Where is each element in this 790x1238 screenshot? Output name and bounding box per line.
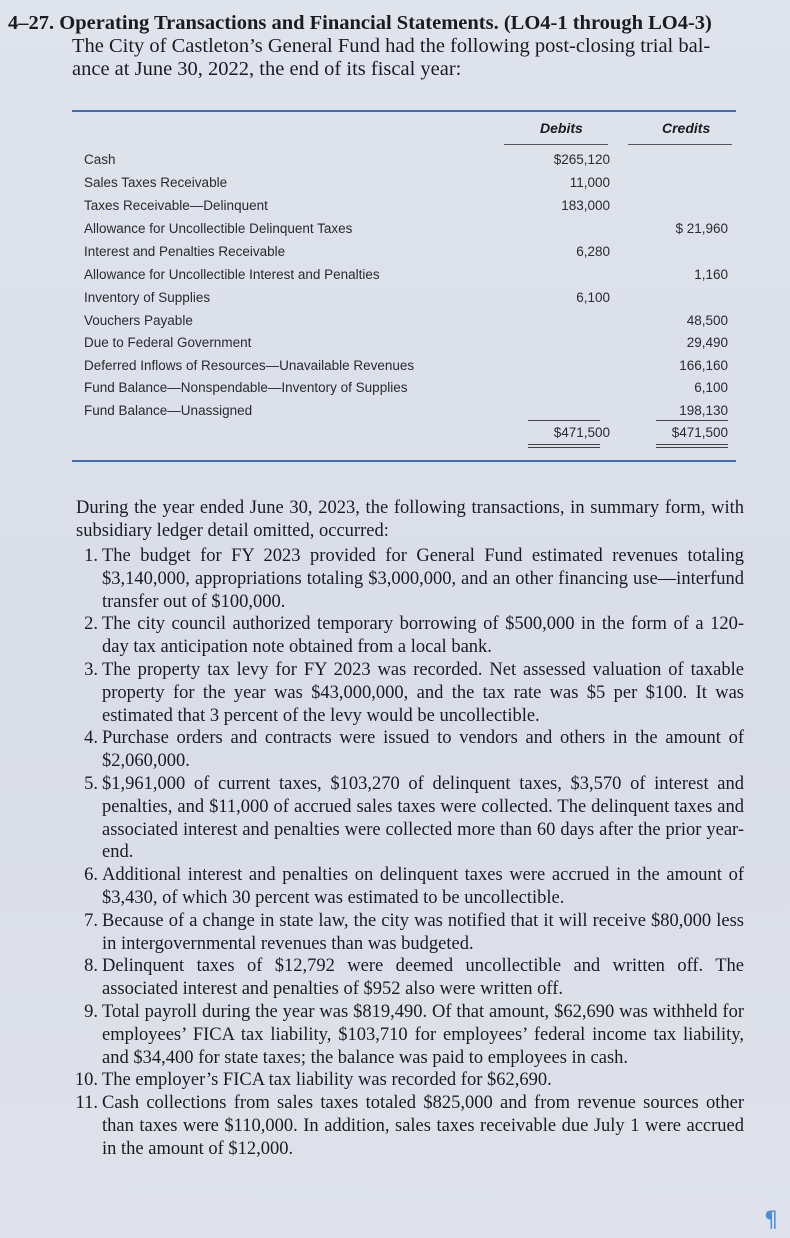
credits-header: Credits — [662, 120, 711, 136]
table-bottom-rule — [72, 460, 736, 462]
item-number: 3. — [84, 659, 98, 680]
account-name: Taxes Receivable—Delinquent — [84, 198, 268, 213]
account-name: Due to Federal Government — [84, 335, 252, 350]
table-row — [84, 218, 734, 240]
table-row — [84, 149, 734, 171]
list-item — [70, 864, 744, 910]
table-row — [84, 195, 734, 217]
account-name: Fund Balance—Nonspendable—Inventory of Supplies — [84, 380, 408, 395]
item-number: 5. — [84, 773, 98, 794]
debit-amount: 6,100 — [576, 290, 610, 305]
debit-amount: 6,280 — [576, 244, 610, 259]
table-row — [84, 332, 734, 354]
debit-amount: 11,000 — [569, 175, 610, 190]
problem-number: 4–27. — [8, 12, 55, 34]
table-row — [84, 172, 734, 194]
item-number: 7. — [84, 910, 98, 931]
account-name: Sales Taxes Receivable — [84, 175, 228, 190]
totals-row — [84, 422, 734, 444]
table-row — [84, 377, 734, 399]
transaction-list — [70, 545, 744, 1161]
problem-heading — [8, 12, 748, 81]
list-item — [70, 659, 744, 727]
credit-amount: 166,160 — [679, 358, 728, 373]
problem-intro-line-2: ance at June 30, 2022, the end of its fiscal year: — [72, 58, 462, 80]
item-number: 11. — [75, 1093, 98, 1114]
list-item — [70, 1069, 744, 1092]
item-number: 2. — [84, 614, 98, 635]
item-text: The employer’s FICA tax liability was recorded for $62,690. — [102, 1070, 552, 1091]
debit-amount: 183,000 — [561, 198, 610, 213]
credit-amount: 6,100 — [694, 380, 728, 395]
problem-title: Operating Transactions and Financial Statements. (LO4-1 through LO4-3) — [59, 12, 712, 34]
list-item — [70, 910, 744, 956]
table-row — [84, 310, 734, 332]
pilcrow-icon: ¶ — [764, 1208, 778, 1233]
credit-amount: 29,490 — [686, 335, 728, 350]
trial-balance-table — [72, 110, 736, 464]
account-name: Inventory of Supplies — [84, 290, 211, 305]
account-name: Allowance for Uncollectible Interest and Penalties — [84, 267, 380, 282]
item-number: 6. — [84, 865, 98, 886]
item-text: Because of a change in state law, the city was notified that it will receive $80,000 less in intergovernmental revenues than was budgeted. — [102, 910, 744, 954]
debits-header: Debits — [540, 120, 583, 136]
account-name: Vouchers Payable — [84, 313, 193, 328]
total-credits: $471,500 — [671, 425, 728, 440]
item-text: Purchase orders and contracts were issued to vendors and others in the amount of $2,060,000. — [102, 728, 744, 772]
debit-amount: $265,120 — [553, 152, 610, 167]
item-text: Additional interest and penalties on delinquent taxes were accrued in the amount of $3,430, of which 30 percent was estimated to be uncollectible. — [102, 865, 744, 908]
problem-intro-line-1: The City of Castleton’s General Fund had the following post-closing trial bal- — [72, 35, 711, 57]
list-item — [70, 1001, 744, 1069]
item-number: 9. — [84, 1001, 98, 1022]
list-item — [70, 613, 744, 659]
item-text: $1,961,000 of current taxes, $103,270 of delinquent taxes, $3,570 of interest and penalties, and $11,000 of accrued sales taxes were collected. The delinquent taxes and associated interest and penalties were collected more than 60 days after the prior year-end. — [102, 773, 744, 863]
account-name: Allowance for Uncollectible Delinquent Taxes — [84, 221, 353, 236]
total-debits: $471,500 — [553, 425, 610, 440]
table-row — [84, 264, 734, 286]
list-item — [70, 545, 744, 613]
table-row — [84, 287, 734, 309]
list-item — [70, 955, 744, 1001]
item-number: 1. — [84, 546, 98, 566]
item-text: The budget for FY 2023 provided for General Fund estimated revenues totaling $3,140,000, appropriations totaling $3,000,000, and an other financing use—interfund transfer out of $100,000. — [102, 546, 744, 612]
list-item — [70, 1092, 744, 1160]
table-row — [84, 241, 734, 263]
credit-subtotal-rule — [656, 420, 728, 421]
item-text: The city council authorized temporary borrowing of $500,000 in the form of a 120-day tax anticipation note obtained from a local bank. — [102, 614, 744, 658]
transactions-intro: During the year ended June 30, 2023, the following transactions, in summary form, with subsidiary ledger detail omitted, occurred: — [76, 498, 744, 541]
account-name: Interest and Penalties Receivable — [84, 244, 286, 259]
account-name: Fund Balance—Unassigned — [84, 403, 253, 418]
item-text: Cash collections from sales taxes totaled $825,000 and from revenue sources other than taxes were $110,000. In addition, sales taxes receivable due July 1 were accrued in the amount of $12,000. — [102, 1093, 744, 1159]
debits-header-rule — [504, 144, 608, 145]
credits-header-rule — [628, 144, 732, 145]
table-row — [84, 355, 734, 377]
item-number: 10. — [74, 1070, 98, 1091]
item-number: 4. — [84, 728, 98, 749]
debit-subtotal-rule — [528, 420, 600, 421]
credit-amount: 1,160 — [694, 267, 728, 282]
table-top-rule — [72, 110, 736, 112]
credit-amount: $ 21,960 — [675, 221, 728, 236]
credit-amount: 198,130 — [679, 403, 728, 418]
credit-total-double-rule — [656, 444, 728, 448]
table-row — [84, 400, 734, 422]
credit-amount: 48,500 — [686, 313, 728, 328]
item-text: Delinquent taxes of $12,792 were deemed uncollectible and written off. The associated interest and penalties of $952 also were written off. — [102, 956, 744, 1000]
list-item — [70, 773, 744, 864]
list-item — [70, 727, 744, 773]
debit-total-double-rule — [528, 444, 600, 448]
account-name: Cash — [84, 152, 116, 167]
item-text: Total payroll during the year was $819,490. Of that amount, $62,690 was withheld for employees’ FICA tax liability, $103,710 for employees’ federal income tax liability, and $34,400 for state taxes; the balance was paid to employees in cash. — [102, 1001, 744, 1068]
item-number: 8. — [84, 956, 98, 977]
item-text: The property tax levy for FY 2023 was recorded. Net assessed valuation of taxable property for the year was $43,000,000, and the tax rate was $5 per $100. It was estimated that 3 percent of the levy would be uncollectible. — [102, 659, 744, 726]
account-name: Deferred Inflows of Resources—Unavailable Revenues — [84, 358, 415, 373]
